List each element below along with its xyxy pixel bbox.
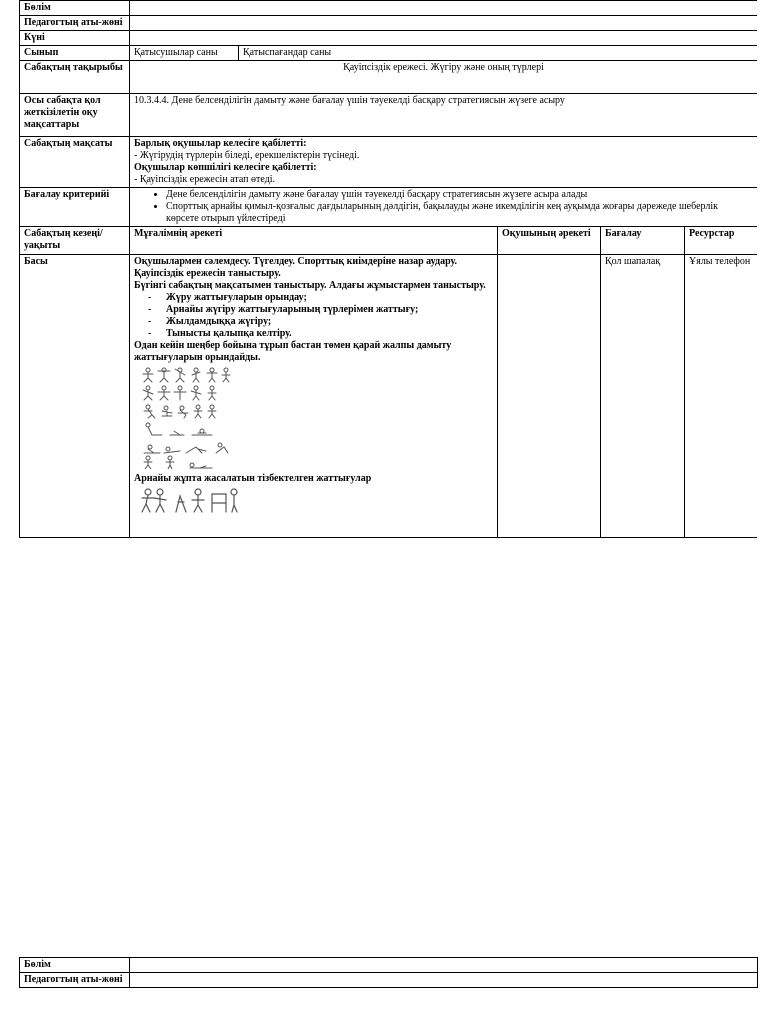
section-label: Бөлім [20, 1, 130, 16]
step-item: - Жылдамдыққа жүгіру; [148, 316, 272, 327]
objectives-value: 10.3.4.4. Дене белсенділігін дамыту және бағалау үшін тәуекелді басқару стратегиясын жүзеге асыру [130, 94, 758, 137]
step-item: - Жүру жаттығуларын орындау; [148, 292, 307, 303]
criteria-item: • Спорттық арнайы қимыл-қозғалыс дағдыларының дәлдігін, бақылауды және икемділігін кең ауқымда жоғары дәрежеде шеберлік көрсете отырып үйлестіреді [166, 201, 753, 225]
col-student-action-header: Оқушының әрекеті [498, 227, 601, 255]
stage-row-start [20, 255, 758, 538]
lesson-plan-page [19, 0, 757, 543]
intro-text-2: Бүгінгі сабақтың мақсатымен таныстыру. Алдағы жұмыстармен таныстыру. [134, 280, 486, 291]
section-row [20, 958, 758, 973]
teacher-value[interactable] [130, 16, 758, 31]
goal-all-heading: Барлық оқушылар келесіге қабілетті: [134, 138, 307, 149]
section-row [20, 1, 758, 16]
stage-name: Басы [20, 255, 130, 538]
pairs-exercise-image [140, 488, 240, 514]
date-value[interactable] [130, 31, 758, 46]
col-teacher-action-header: Мұғалімнің әрекеті [130, 227, 498, 255]
criteria-value [130, 188, 758, 227]
lesson-plan-table [19, 0, 757, 538]
teacher-label: Педагогтың аты-жөні [20, 16, 130, 31]
teacher-action-cell [130, 255, 498, 538]
teacher-row [20, 16, 758, 31]
lesson-plan-table-2 [19, 957, 758, 988]
goal-all-text: - Жүгірудің түрлерін біледі, ерекшеліктерін түсінеді. [134, 150, 360, 161]
class-counts [130, 46, 758, 61]
criteria-label: Бағалау критерийі [20, 188, 130, 227]
circle-exercise-text: Одан кейін шеңбер бойына тұрып бастан төмен қарай жалпы дамыту жаттығуларын орындайды. [134, 340, 452, 363]
intro-text: Оқушылармен сәлемдесу. Түгелдеу. Спорттық киімдеріне назар аудару. Қауіпсіздік ережесін таныстыру. [134, 256, 458, 279]
criteria-row [20, 188, 758, 227]
goal-most-heading: Оқушылар көпшілігі келесіге қабілетті: [134, 162, 317, 173]
absent-count-label: Қатыспағандар саны [243, 47, 332, 58]
steps-list [134, 292, 493, 340]
present-count-label: Қатысушылар саны [130, 46, 239, 60]
assessment-cell: Қол шапалақ [601, 255, 685, 538]
column-header-row [20, 227, 758, 255]
lesson-goal-value [130, 137, 758, 188]
objectives-row [20, 94, 758, 137]
goal-most-text: - Қауіпсіздік ережесін атап өтеді. [134, 174, 276, 185]
pairs-exercise-heading: Арнайы жұпта жасалатын тізбектелген жаттығулар [134, 473, 372, 484]
lesson-plan-page-2 [19, 957, 757, 988]
section-label: Бөлім [20, 958, 130, 973]
step-item: - Тынысты қалыпқа келтіру. [148, 328, 292, 339]
col-resources-header: Ресурстар [685, 227, 758, 255]
class-row [20, 46, 758, 61]
class-label: Сынып [20, 46, 130, 61]
lesson-goal-label: Сабақтың мақсаты [20, 137, 130, 188]
topic-row [20, 61, 758, 94]
col-stage-header: Сабақтың кезеңі/ уақыты [20, 227, 130, 255]
section-value[interactable] [130, 1, 758, 16]
criteria-list [134, 189, 753, 225]
teacher-value[interactable] [130, 973, 758, 988]
date-label: Күні [20, 31, 130, 46]
step-item: - Арнайы жүгіру жаттығуларының түрлерімен жаттығу; [148, 304, 419, 315]
teacher-label: Педагогтың аты-жөні [20, 973, 130, 988]
objectives-label: Осы сабақта қол жеткізілетін оқу мақсаттары [20, 94, 130, 137]
lesson-goal-row [20, 137, 758, 188]
exercise-figures-image [140, 367, 235, 469]
teacher-row [20, 973, 758, 988]
topic-label: Сабақтың тақырыбы [20, 61, 130, 94]
section-value[interactable] [130, 958, 758, 973]
topic-value: Қауіпсіздік ережесі. Жүгіру және оның түрлері [130, 61, 758, 94]
criteria-item: • Дене белсенділігін дамыту және бағалау үшін тәуекелді басқару стратегиясын жүзеге асыра алады [166, 189, 753, 201]
student-action-cell [498, 255, 601, 538]
col-assessment-header: Бағалау [601, 227, 685, 255]
date-row [20, 31, 758, 46]
resources-cell: Ұялы телефон [685, 255, 758, 538]
